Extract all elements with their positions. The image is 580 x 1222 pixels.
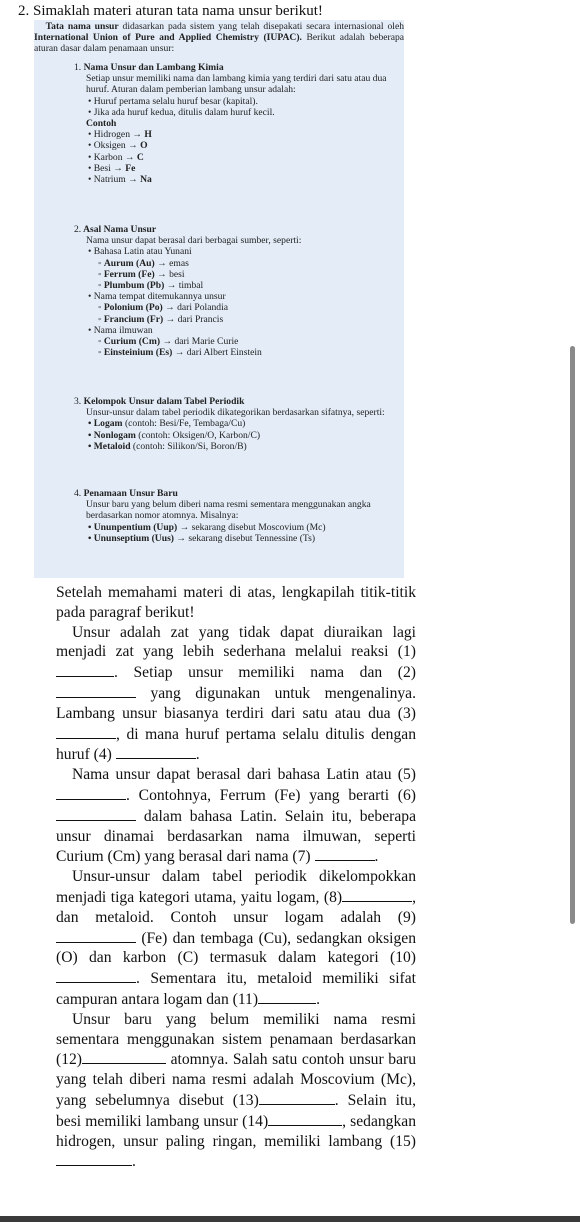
section-2-bullet-latin: • Bahasa Latin atau Yunani — [88, 246, 192, 258]
section-2-bullet-scientist: • Nama ilmuwan — [88, 324, 153, 336]
section-4-desc: Unsur baru yang belum diberi nama resmi sementara menggunakan angka berdasarkan nomor atomnya. Misalnya: — [86, 499, 371, 522]
blank-4[interactable] — [116, 744, 196, 759]
sub-item: ◦ Aurum (Au) → emas — [98, 257, 189, 269]
blank-14[interactable] — [268, 1111, 342, 1126]
section-1 — [74, 62, 404, 185]
intro-text-2: Berikut adalah beberapa aturan dasar dalam penamaan unsur: — [34, 32, 405, 55]
section-1-bullet-1: • Huruf pertama selalu huruf besar (kapital). — [88, 95, 258, 107]
paragraph-3: Unsur-unsur dalam tabel periodik dikelompokkan menjadi tiga kategori utama, yaitu logam, (8) , dan metaloid. Contoh unsur logam adalah (9) (Fe) dan tembaga (Cu), sedangkan oksigen (O) dan karbon (C) termasuk dalam kategori (10). Sementara itu, metaloid memiliki sifat campuran antara logam dan (11) . — [56, 868, 416, 1008]
example-item: • Natrium → Na — [88, 174, 152, 186]
material-intro — [34, 21, 404, 55]
section-1-example-heading: Contoh — [86, 118, 117, 130]
fill-in-passage — [56, 583, 416, 1172]
sub-item: ◦ Plumbum (Pb) → timbal — [98, 280, 204, 292]
sub-item: ◦ Ferrum (Fe) → besi — [98, 268, 185, 280]
blank-3[interactable] — [56, 724, 116, 739]
section-3-number: 3. — [74, 396, 82, 407]
sub-item: ◦ Curium (Cm) → dari Marie Curie — [98, 336, 239, 348]
section-2-desc: Nama unsur dapat berasal dari berbagai sumber, seperti: — [86, 235, 302, 247]
example-item: • Besi → Fe — [88, 162, 136, 174]
category-item: • Logam (contoh: Besi/Fe, Tembaga/Cu) — [88, 418, 246, 430]
section-1-title: Nama Unsur dan Lambang Kimia — [83, 62, 224, 73]
section-3 — [74, 396, 404, 452]
category-item: • Metaloid (contoh: Silikon/Si, Boron/B) — [88, 440, 247, 452]
blank-5[interactable] — [56, 785, 126, 800]
section-2-bullet-place: • Nama tempat ditemukannya unsur — [88, 291, 226, 303]
sub-item: ◦ Francium (Fr) → dari Prancis — [98, 313, 224, 325]
blank-11[interactable] — [258, 989, 316, 1004]
bottom-edge-bar — [0, 1216, 580, 1222]
intro-text-1: didasarkan pada sistem yang telah disepakati secara internasional oleh — [118, 21, 404, 32]
intro-org: International Union of Pure and Applied Chemistry (IUPAC). — [34, 32, 302, 44]
new-element-item: • Ununpentium (Uup) → sekarang disebut Moscovium (Mc) — [88, 521, 326, 533]
section-4-number: 4. — [74, 488, 82, 499]
blank-7[interactable] — [315, 846, 375, 861]
section-2-number: 2. — [74, 224, 82, 235]
blank-6[interactable] — [56, 806, 136, 821]
paragraph-1: Unsur adalah zat yang tidak dapat diuraikan lagi menjadi zat yang lebih sederhana melalui reaksi (1). Setiap unsur memiliki nama dan (2) yang digunakan untuk mengenalinya. Lambang unsur biasanya terdiri dari satu atau dua (3), di mana huruf pertama selalu ditulis dengan huruf (4) . — [56, 623, 416, 764]
instruction: Setelah memahami materi di atas, lengkapilah titik-titik pada paragraf berikut! — [56, 584, 416, 621]
blank-15[interactable] — [56, 1151, 132, 1166]
paragraph-2: Nama unsur dapat berasal dari bahasa Latin atau (5) . Contohnya, Ferrum (Fe) yang berarti (6) dalam bahasa Latin. Selain itu, beberapa unsur dinamai berdasarkan nama ilmuwan, seperti Curium (Cm) yang berasal dari nama (7) . — [56, 766, 416, 866]
section-4 — [74, 488, 404, 544]
intro-lead: Tata nama unsur — [45, 21, 119, 32]
section-1-bullet-2: • Jika ada huruf kedua, ditulis dalam huruf kecil. — [88, 106, 275, 118]
blank-8[interactable] — [342, 887, 412, 902]
paragraph-4: Unsur baru yang belum memiliki nama resmi sementara menggunakan sistem penamaan berdasarkan (12) atomnya. Salah satu contoh unsur baru yang telah diberi nama resmi adalah Moscovium (Mc), yang sebelumnya disebut (13) . Selain itu, besi memiliki lambang unsur (14) , sedangkan hidrogen, unsur paling ringan, memiliki lambang (15). — [56, 1010, 416, 1171]
blank-10[interactable] — [56, 968, 136, 983]
section-3-desc: Unsur-unsur dalam tabel periodik dikategorikan berdasarkan sifatnya, seperti: — [86, 407, 385, 419]
vertical-scrollbar[interactable] — [570, 346, 575, 924]
category-item: • Nonlogam (contoh: Oksigen/O, Karbon/C) — [88, 429, 261, 441]
section-1-desc: Setiap unsur memiliki nama dan lambang kimia yang terdiri dari satu atau dua huruf. Aturan dalam pemberian lambang unsur adalah: — [86, 73, 387, 96]
sub-item: ◦ Einsteinium (Es) → dari Albert Einstein — [98, 347, 262, 359]
section-3-title: Kelompok Unsur dalam Tabel Periodik — [83, 396, 245, 407]
section-2-title: Asal Nama Unsur — [83, 224, 157, 235]
example-item: • Oksigen → O — [88, 140, 148, 152]
blank-9[interactable] — [56, 928, 136, 943]
section-4-title: Penamaan Unsur Baru — [83, 488, 178, 499]
example-item: • Hidrogen → H — [88, 129, 152, 141]
example-item: • Karbon → C — [88, 151, 144, 163]
blank-1[interactable] — [56, 662, 114, 677]
sub-item: ◦ Polonium (Po) → dari Polandia — [98, 302, 228, 314]
material-box — [34, 20, 404, 578]
blank-2[interactable] — [56, 683, 136, 698]
question-title: 2. Simaklah materi aturan tata nama unsur berikut! — [18, 3, 323, 19]
section-1-number: 1. — [74, 62, 82, 73]
new-element-item: • Ununseptium (Uus) → sekarang disebut Tennessine (Ts) — [88, 532, 316, 544]
blank-12[interactable] — [82, 1049, 166, 1064]
blank-13[interactable] — [259, 1090, 335, 1105]
section-2 — [74, 224, 404, 358]
